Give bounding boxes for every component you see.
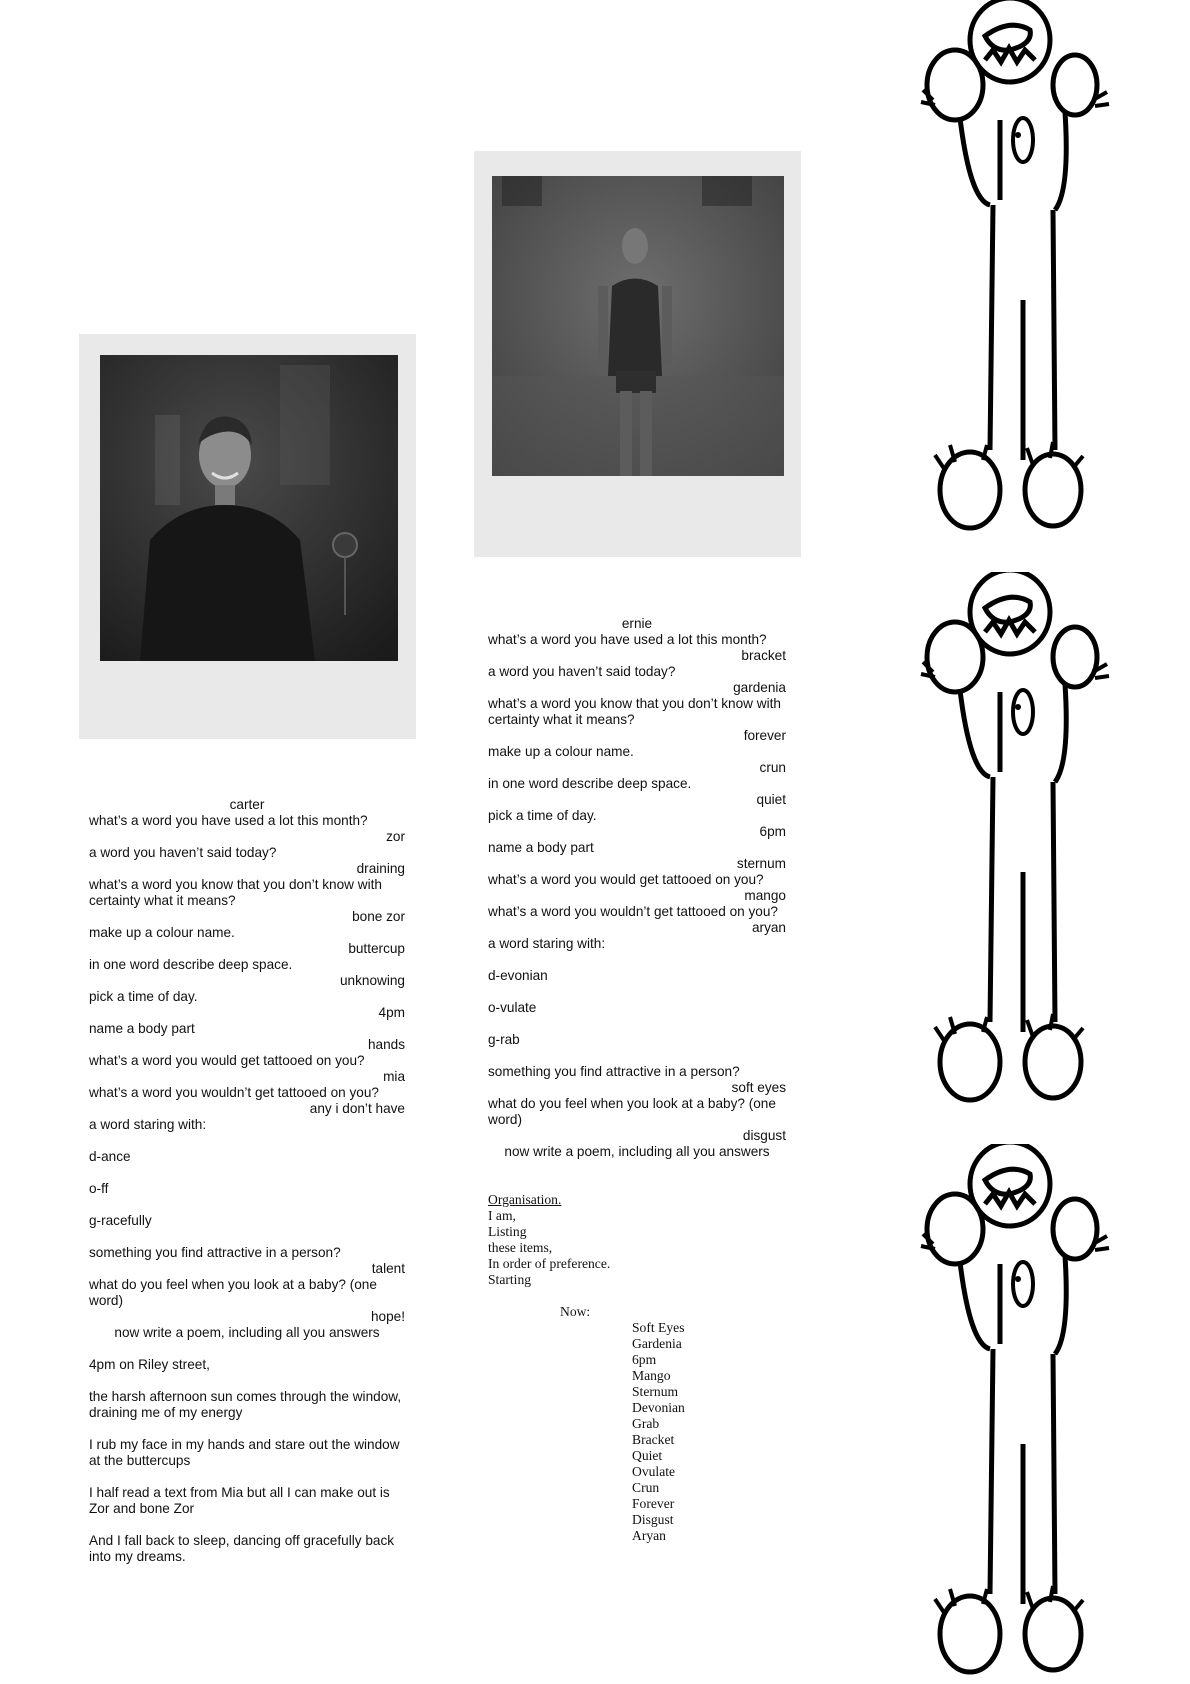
acrostic-prompt: a word staring with: xyxy=(89,1117,207,1132)
person-name: carter xyxy=(229,797,265,812)
answer: forever xyxy=(743,728,786,743)
question: in one word describe deep space. xyxy=(488,776,692,791)
answer: bracket xyxy=(741,648,786,663)
question: pick a time of day. xyxy=(488,808,597,823)
poem-list-item: Soft Eyes xyxy=(632,1320,685,1335)
poem-list-item: Crun xyxy=(632,1480,660,1495)
acrostic-line: d-evonian xyxy=(488,968,548,983)
answer: soft eyes xyxy=(731,1080,786,1095)
poem-line: And I fall back to sleep, dancing off gracefully back into my dreams. xyxy=(89,1533,395,1564)
answer: hope! xyxy=(370,1309,405,1324)
acrostic-line: o-ff xyxy=(89,1181,109,1196)
question: make up a colour name. xyxy=(488,744,634,759)
question: pick a time of day. xyxy=(89,989,198,1004)
poem-list-item: Disgust xyxy=(632,1512,674,1527)
poem-list-item: Gardenia xyxy=(632,1336,682,1351)
answer: buttercup xyxy=(348,941,405,956)
spacer xyxy=(488,984,786,1000)
spacer xyxy=(89,1421,405,1437)
question: make up a colour name. xyxy=(89,925,235,940)
polaroid-ernie xyxy=(474,151,801,557)
question: what do you feel when you look at a baby? (one word) xyxy=(488,1096,776,1127)
answer: any i don’t have xyxy=(309,1101,405,1116)
poem-list-item: Quiet xyxy=(632,1448,663,1463)
poem-list-item: Devonian xyxy=(632,1400,685,1415)
answer: bone zor xyxy=(352,909,405,924)
woman-standing-photo-icon xyxy=(492,176,784,476)
poem-prompt: now write a poem, including all you answers xyxy=(114,1325,380,1340)
acrostic-line: o-vulate xyxy=(488,1000,537,1015)
question: name a body part xyxy=(488,840,594,855)
acrostic-line: d-ance xyxy=(89,1149,131,1164)
poem-list-item: Grab xyxy=(632,1416,660,1431)
duck-figure-drawing-icon xyxy=(915,572,1125,1112)
answer: aryan xyxy=(751,920,786,935)
poem-list-item: Forever xyxy=(632,1496,675,1511)
spacer xyxy=(89,1133,405,1149)
poem-line: Listing xyxy=(488,1224,527,1239)
spacer xyxy=(488,1016,786,1032)
question: what’s a word you know that you don’t know with certainty what it means? xyxy=(89,877,382,908)
answer: 4pm xyxy=(378,1005,405,1020)
ernie-column xyxy=(488,616,786,1160)
question: what’s a word you wouldn’t get tattooed on you? xyxy=(488,904,778,919)
duck-figure-drawing-icon xyxy=(915,1144,1125,1684)
answer: zor xyxy=(386,829,405,844)
photo-ernie xyxy=(492,176,784,476)
spacer xyxy=(89,1229,405,1245)
question: name a body part xyxy=(89,1021,195,1036)
answer: mango xyxy=(744,888,786,903)
answer: sternum xyxy=(736,856,786,871)
spacer xyxy=(89,1341,405,1357)
spacer xyxy=(89,1517,405,1533)
poem-title: Organisation. xyxy=(488,1192,562,1207)
question: what do you feel when you look at a baby? (one word) xyxy=(89,1277,377,1308)
polaroid-carter xyxy=(79,334,416,739)
carter-column xyxy=(89,797,405,1565)
answer: mia xyxy=(383,1069,405,1084)
question: what’s a word you have used a lot this month? xyxy=(89,813,368,828)
answer: draining xyxy=(356,861,405,876)
poem-line: 4pm on Riley street, xyxy=(89,1357,210,1372)
question: what’s a word you would get tattooed on you? xyxy=(89,1053,365,1068)
poem-line: I half read a text from Mia but all I can make out is Zor and bone Zor xyxy=(89,1485,390,1516)
spacer xyxy=(488,1048,786,1064)
question: a word you haven’t said today? xyxy=(89,845,277,860)
acrostic-line: g-rab xyxy=(488,1032,520,1047)
poem-line: In order of preference. xyxy=(488,1256,611,1271)
spacer xyxy=(89,1197,405,1213)
answer: talent xyxy=(371,1261,405,1276)
poem-list-item: Bracket xyxy=(632,1432,675,1447)
poem-line: I rub my face in my hands and stare out the window at the buttercups xyxy=(89,1437,400,1468)
duck-figure-drawing-icon xyxy=(915,0,1125,540)
poem-line: these items, xyxy=(488,1240,553,1255)
answer: crun xyxy=(759,760,786,775)
question: what’s a word you have used a lot this month? xyxy=(488,632,767,647)
spacer xyxy=(488,952,786,968)
answer: disgust xyxy=(742,1128,786,1143)
poem-line: I am, xyxy=(488,1208,516,1223)
question: in one word describe deep space. xyxy=(89,957,293,972)
answer: 6pm xyxy=(759,824,786,839)
poem-list-item: 6pm xyxy=(632,1352,657,1367)
answer: gardenia xyxy=(733,680,786,695)
poem-list-item: Ovulate xyxy=(632,1464,676,1479)
question: what’s a word you wouldn’t get tattooed on you? xyxy=(89,1085,379,1100)
poem-list-item: Mango xyxy=(632,1368,671,1383)
person-name: ernie xyxy=(621,616,653,631)
question: what’s a word you would get tattooed on you? xyxy=(488,872,764,887)
poem-list-item: Sternum xyxy=(632,1384,679,1399)
poem-now: Now: xyxy=(560,1304,591,1319)
answer: hands xyxy=(367,1037,405,1052)
question: something you find attractive in a person? xyxy=(89,1245,341,1260)
poem-prompt: now write a poem, including all you answers xyxy=(504,1144,770,1159)
acrostic-line: g-racefully xyxy=(89,1213,152,1228)
answer: quiet xyxy=(756,792,786,807)
photo-carter xyxy=(100,355,398,661)
spacer xyxy=(89,1469,405,1485)
question: what’s a word you know that you don’t know with certainty what it means? xyxy=(488,696,781,727)
spacer xyxy=(89,1373,405,1389)
spacer xyxy=(89,1165,405,1181)
question: something you find attractive in a person? xyxy=(488,1064,740,1079)
answer: unknowing xyxy=(340,973,405,988)
poem-line: Starting xyxy=(488,1272,532,1287)
poem-list-item: Aryan xyxy=(632,1528,666,1543)
poem-line: the harsh afternoon sun comes through the window, draining me of my energy xyxy=(89,1389,402,1420)
man-portrait-photo-icon xyxy=(100,355,398,661)
acrostic-prompt: a word staring with: xyxy=(488,936,606,951)
ernie-poem xyxy=(488,1192,788,1544)
question: a word you haven’t said today? xyxy=(488,664,676,679)
